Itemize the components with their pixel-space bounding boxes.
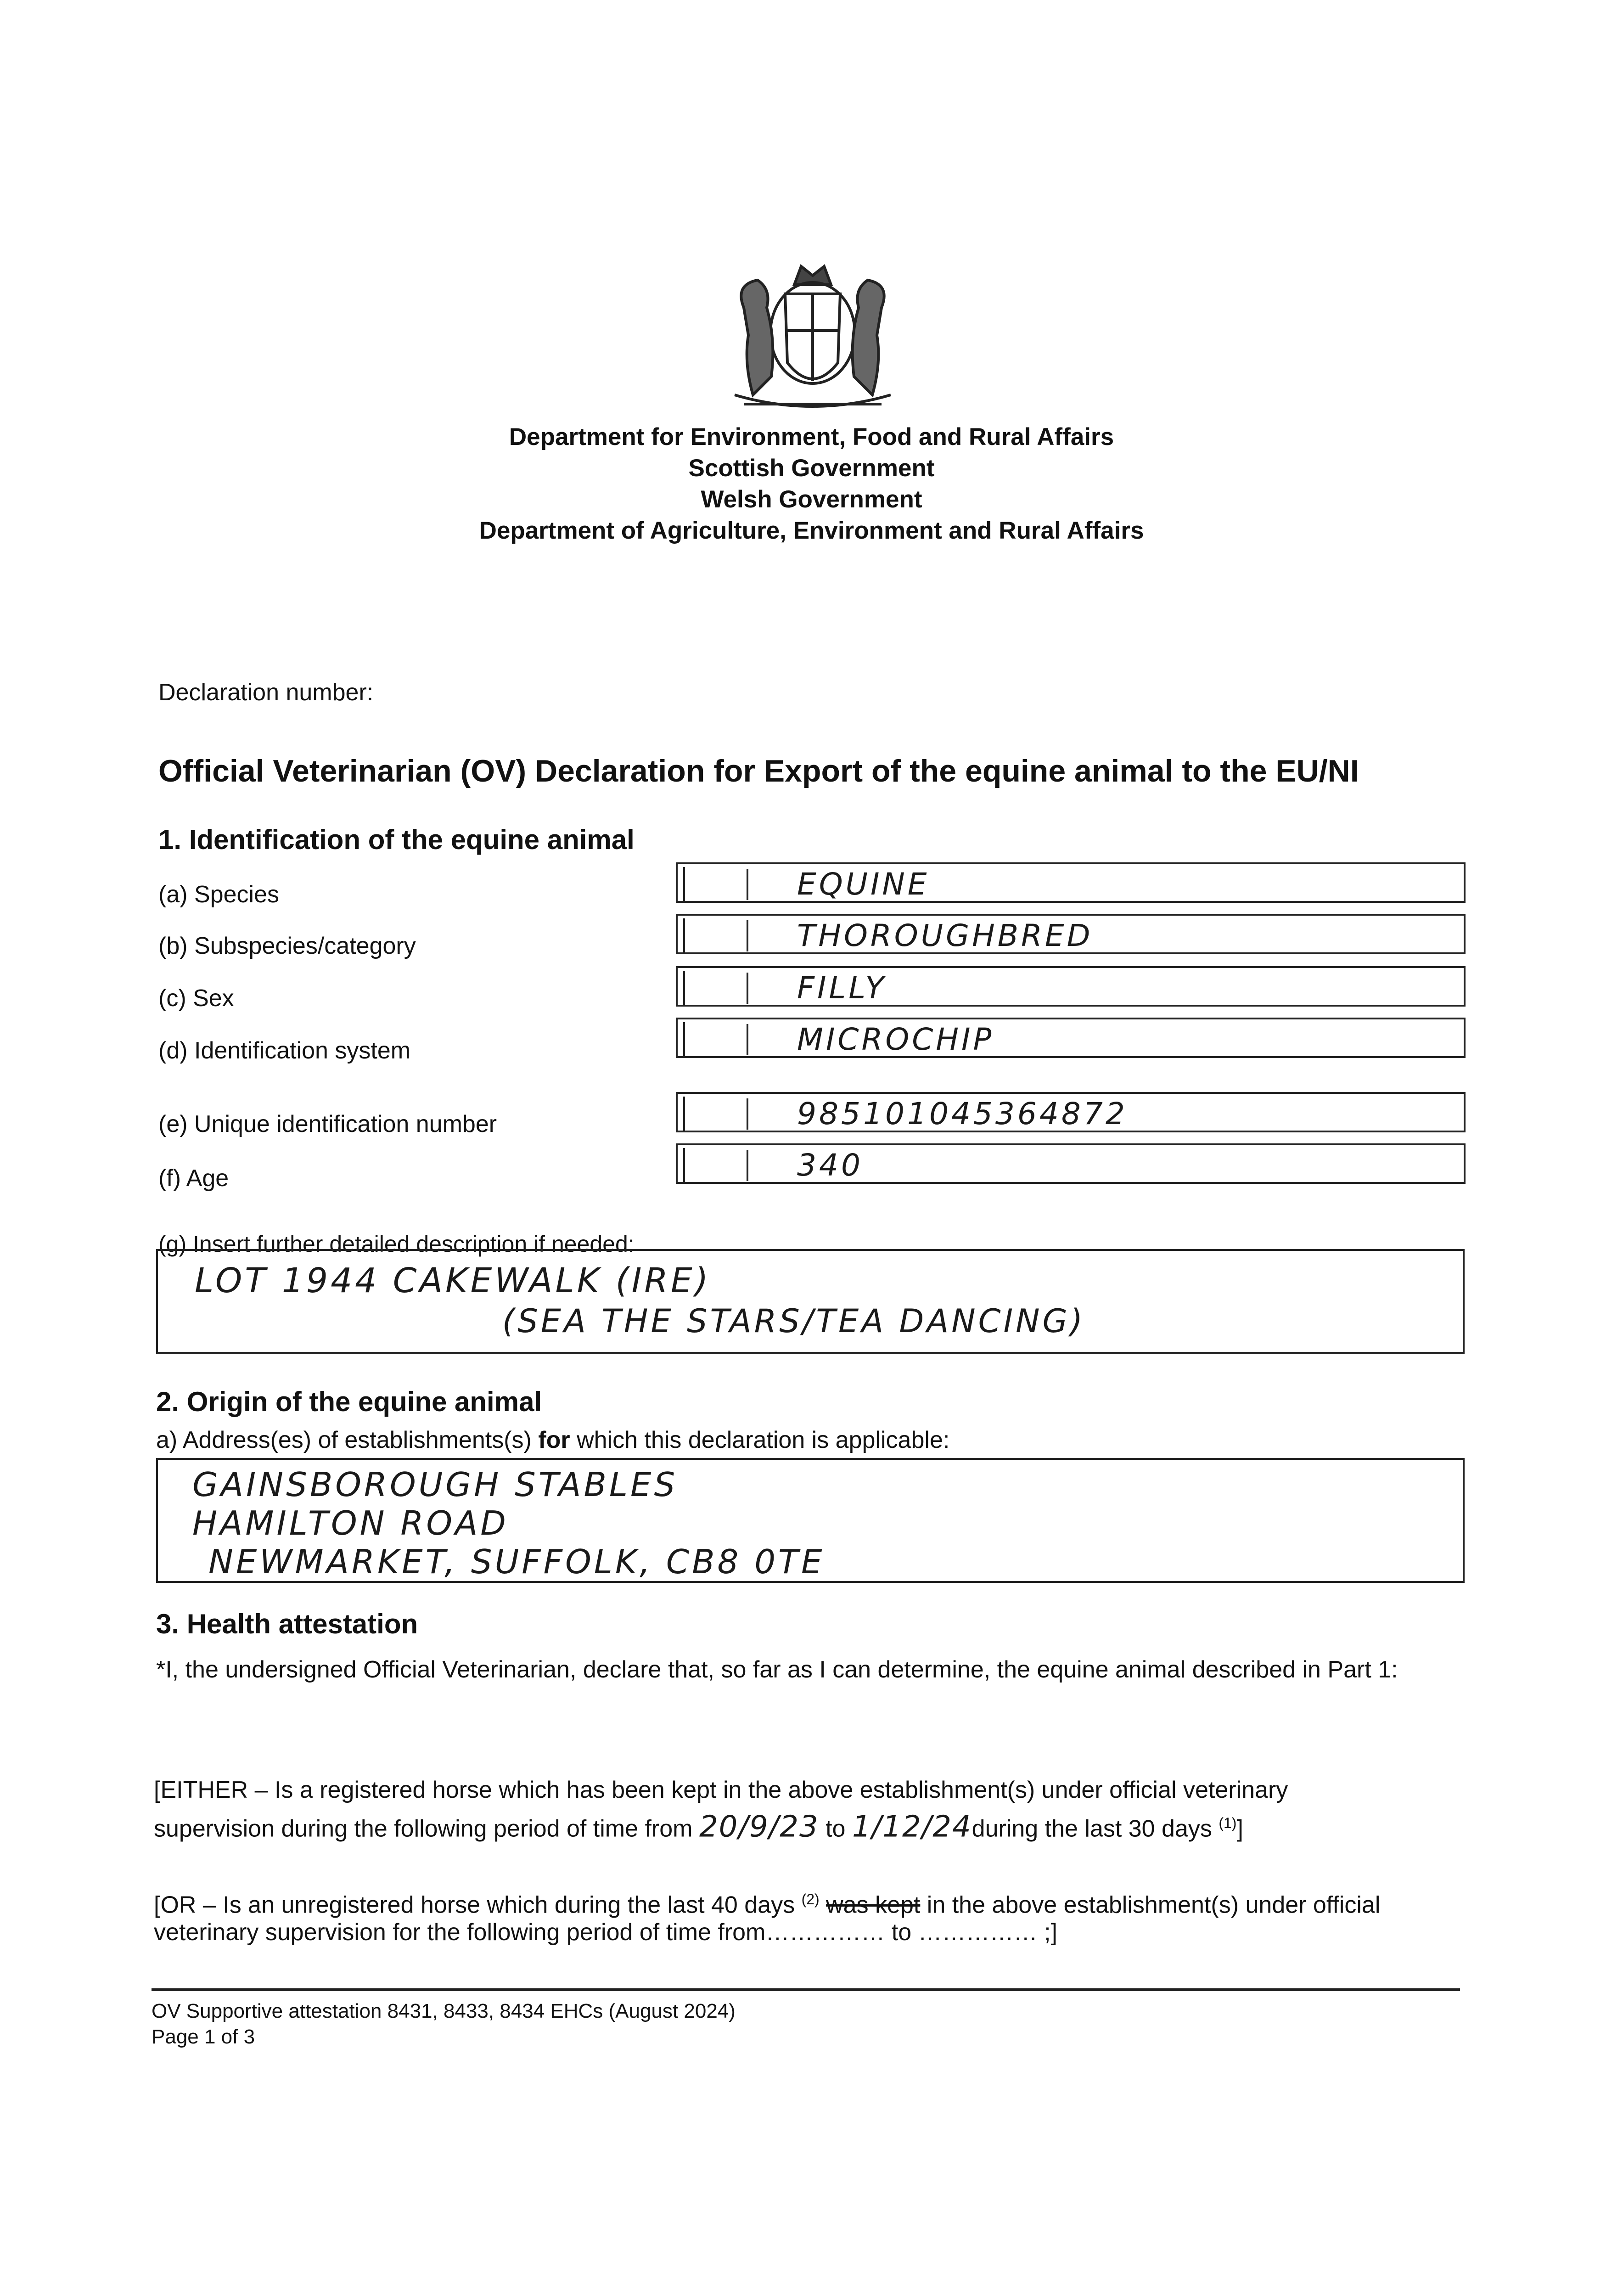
- sex-value: FILLY: [797, 970, 887, 1006]
- description-label: (g) Insert further detailed description if needed:: [158, 1231, 635, 1257]
- species-label: (a) Species: [158, 881, 279, 908]
- footer-divider: [152, 1988, 1460, 1991]
- age-value: 340: [797, 1148, 863, 1183]
- species-value: EQUINE: [797, 867, 930, 902]
- uid-label: (e) Unique identification number: [158, 1111, 497, 1137]
- declaration-number-label: Declaration number:: [158, 679, 374, 706]
- subspecies-label: (b) Subspecies/category: [158, 933, 416, 959]
- sex-field[interactable]: [676, 966, 1466, 1007]
- address-line-3: NEWMARKET, SUFFOLK, CB8 0TE: [208, 1542, 825, 1581]
- uid-value: 985101045364872: [797, 1096, 1128, 1131]
- either-line-2: supervision during the following period of time from 20/9/23 to 1/12/24during the last 30 days $^{(1)}$]: [154, 1810, 1243, 1844]
- footer-page-number: Page 1 of 3: [152, 2026, 255, 2048]
- id-system-field[interactable]: [676, 1018, 1466, 1058]
- footer-form-ref: OV Supportive attestation 8431, 8433, 8434 EHCs (August 2024): [152, 2000, 736, 2022]
- dept-defra: Department for Environment, Food and Rural Affairs: [509, 423, 1114, 450]
- description-line-1: LOT 1944 CAKEWALK (IRE): [195, 1261, 711, 1300]
- either-line-1: [EITHER – Is a registered horse which has been kept in the above establishment(s) under official veterinary: [154, 1777, 1288, 1803]
- dept-scottish-gov: Scottish Government: [688, 455, 935, 482]
- description-box[interactable]: [156, 1249, 1465, 1354]
- sex-label: (c) Sex: [158, 985, 234, 1012]
- or-line-1: [OR – Is an unregistered horse which during the last 40 days $^{(2)}$ was kept in the above establishment(s) under official: [154, 1891, 1381, 1919]
- dept-welsh-gov: Welsh Government: [701, 486, 922, 513]
- species-field[interactable]: [676, 862, 1466, 903]
- attestation-intro: *I, the undersigned Official Veterinarian, declare that, so far as I can determine, the equine animal described in Part 1:: [156, 1656, 1398, 1683]
- subspecies-value: THOROUGHBRED: [797, 918, 1093, 953]
- address-line-2: HAMILTON ROAD: [192, 1504, 509, 1542]
- section1-heading: 1. Identification of the equine animal: [158, 824, 635, 855]
- uid-field[interactable]: [676, 1092, 1466, 1132]
- description-line-2: (SEA THE STARS/TEA DANCING): [502, 1302, 1086, 1340]
- page-title: Official Veterinarian (OV) Declaration for Export of the equine animal to the EU/NI: [158, 754, 1359, 788]
- either-from-date: 20/9/23: [699, 1810, 819, 1844]
- address-label: a) Address(es) of establishments(s) for which this declaration is applicable:: [156, 1427, 950, 1453]
- id-system-label: (d) Identification system: [158, 1037, 411, 1064]
- address-line-1: GAINSBOROUGH STABLES: [192, 1465, 678, 1504]
- section2-heading: 2. Origin of the equine animal: [156, 1386, 542, 1417]
- age-label: (f) Age: [158, 1165, 229, 1192]
- section3-heading: 3. Health attestation: [156, 1609, 418, 1639]
- or-line-2: veterinary supervision for the following period of time from…………… to …………… ;]: [154, 1919, 1057, 1946]
- id-system-value: MICROCHIP: [797, 1022, 994, 1057]
- age-field[interactable]: [676, 1143, 1466, 1184]
- address-box[interactable]: [156, 1458, 1465, 1583]
- dept-daera: Department of Agriculture, Environment and Rural Affairs: [479, 517, 1144, 544]
- either-to-date: 1/12/24: [852, 1810, 972, 1844]
- subspecies-field[interactable]: [676, 914, 1466, 954]
- royal-crest-icon: [716, 257, 909, 418]
